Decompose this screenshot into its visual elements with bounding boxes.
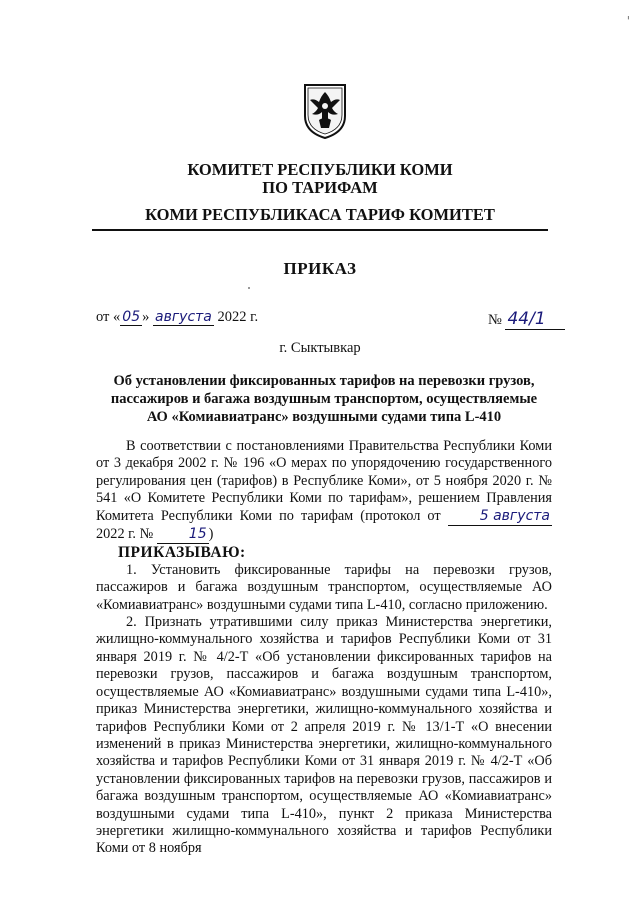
- corner-mark: ': [626, 14, 630, 28]
- org-name-line2: ПО ТАРИФАМ: [262, 178, 378, 197]
- protocol-date: 5 августа: [448, 508, 552, 526]
- protocol-end: ): [208, 526, 214, 543]
- protocol-mid: 2022 г. №: [96, 526, 157, 543]
- subject-line: Об установлении фиксированных тарифов на перевозки грузов,: [113, 373, 535, 389]
- date-line: [96, 309, 258, 326]
- document-title: ПРИКАЗ: [283, 259, 357, 278]
- subject-line: пассажиров и багажа воздушным транспортом, осуществляемые: [110, 391, 538, 407]
- order-word: ПРИКАЗЫВАЮ:: [118, 544, 246, 562]
- org-name-komi: КОМИ РЕСПУБЛИКАСА ТАРИФ КОМИТЕТ: [145, 205, 495, 224]
- date-mid: »: [142, 309, 150, 325]
- coat-of-arms-icon: [302, 82, 348, 140]
- number-line: [488, 309, 565, 330]
- item-1: 1. Установить фиксированные тарифы на перевозки грузов, пассажиров и багажа воздушным транспортом, осуществляемые АО «Комиавиатранс» воздушными судами типа L-410, согласно приложению.: [96, 561, 552, 613]
- item-2: 2. Признать утратившими силу приказ Министерства энергетики, жилищно-коммунального хозяйства и тарифов Республики Коми от 31 января 2019 г. № 4/2-Т «Об установлении фиксированных тарифов на перевозки грузов, пассажиров и багажа воздушным транспортом, осуществляемые АО «Комиавиатранс» воздушными судами типа L-410», приказ Министерства энергетики, жилищно-коммунального хозяйства и тарифов Республики Коми от 2 апреля 2019 г. № 13/1-Т «О внесении изменений в приказ Министерства энергетики, жилищно-коммунального хозяйства и тарифов Республики Коми от 31 января 2019 г. № 4/2-Т «Об установлении фиксированных тарифов на перевозки грузов, пассажиров и багажа воздушным транспортом, осуществляемые АО «Комиавиатранс» воздушными судами типа L-410», пункт 2 приказа Министерства энергетики жилищно-коммунального хозяйства и тарифов Республики Коми от 8 ноября: [96, 614, 552, 857]
- date-month: августа: [154, 309, 212, 325]
- date-prefix: от «: [96, 309, 121, 325]
- protocol-number: 15: [157, 526, 209, 544]
- speck: [248, 287, 250, 289]
- number-value: 44/1: [505, 309, 565, 330]
- date-day: 05: [122, 309, 141, 325]
- preamble-text: В соответствии с постановлениями Правительства Республики Коми от 3 декабря 2002 г. № 196 «О мерах по упорядочению государственного регулирования цен (тарифов) в Республике Коми», от 5 ноября 2020 г. № 541 «О Комитете Республики Коми по тарифам», решением Правления Комитета Республики Коми по тарифам (протокол от: [96, 438, 552, 524]
- subject-line: АО «Комиавиатранс» воздушными судами типа L-410: [146, 409, 502, 425]
- header-rule: [92, 229, 548, 231]
- number-label: №: [488, 312, 502, 328]
- subject: [96, 372, 552, 426]
- org-name-line1: КОМИТЕТ РЕСПУБЛИКИ КОМИ: [187, 160, 453, 179]
- city: г. Сыктывкар: [279, 340, 361, 356]
- document-body: [96, 438, 552, 858]
- preamble-paragraph: [96, 438, 552, 544]
- date-year: 2022 г.: [217, 309, 259, 325]
